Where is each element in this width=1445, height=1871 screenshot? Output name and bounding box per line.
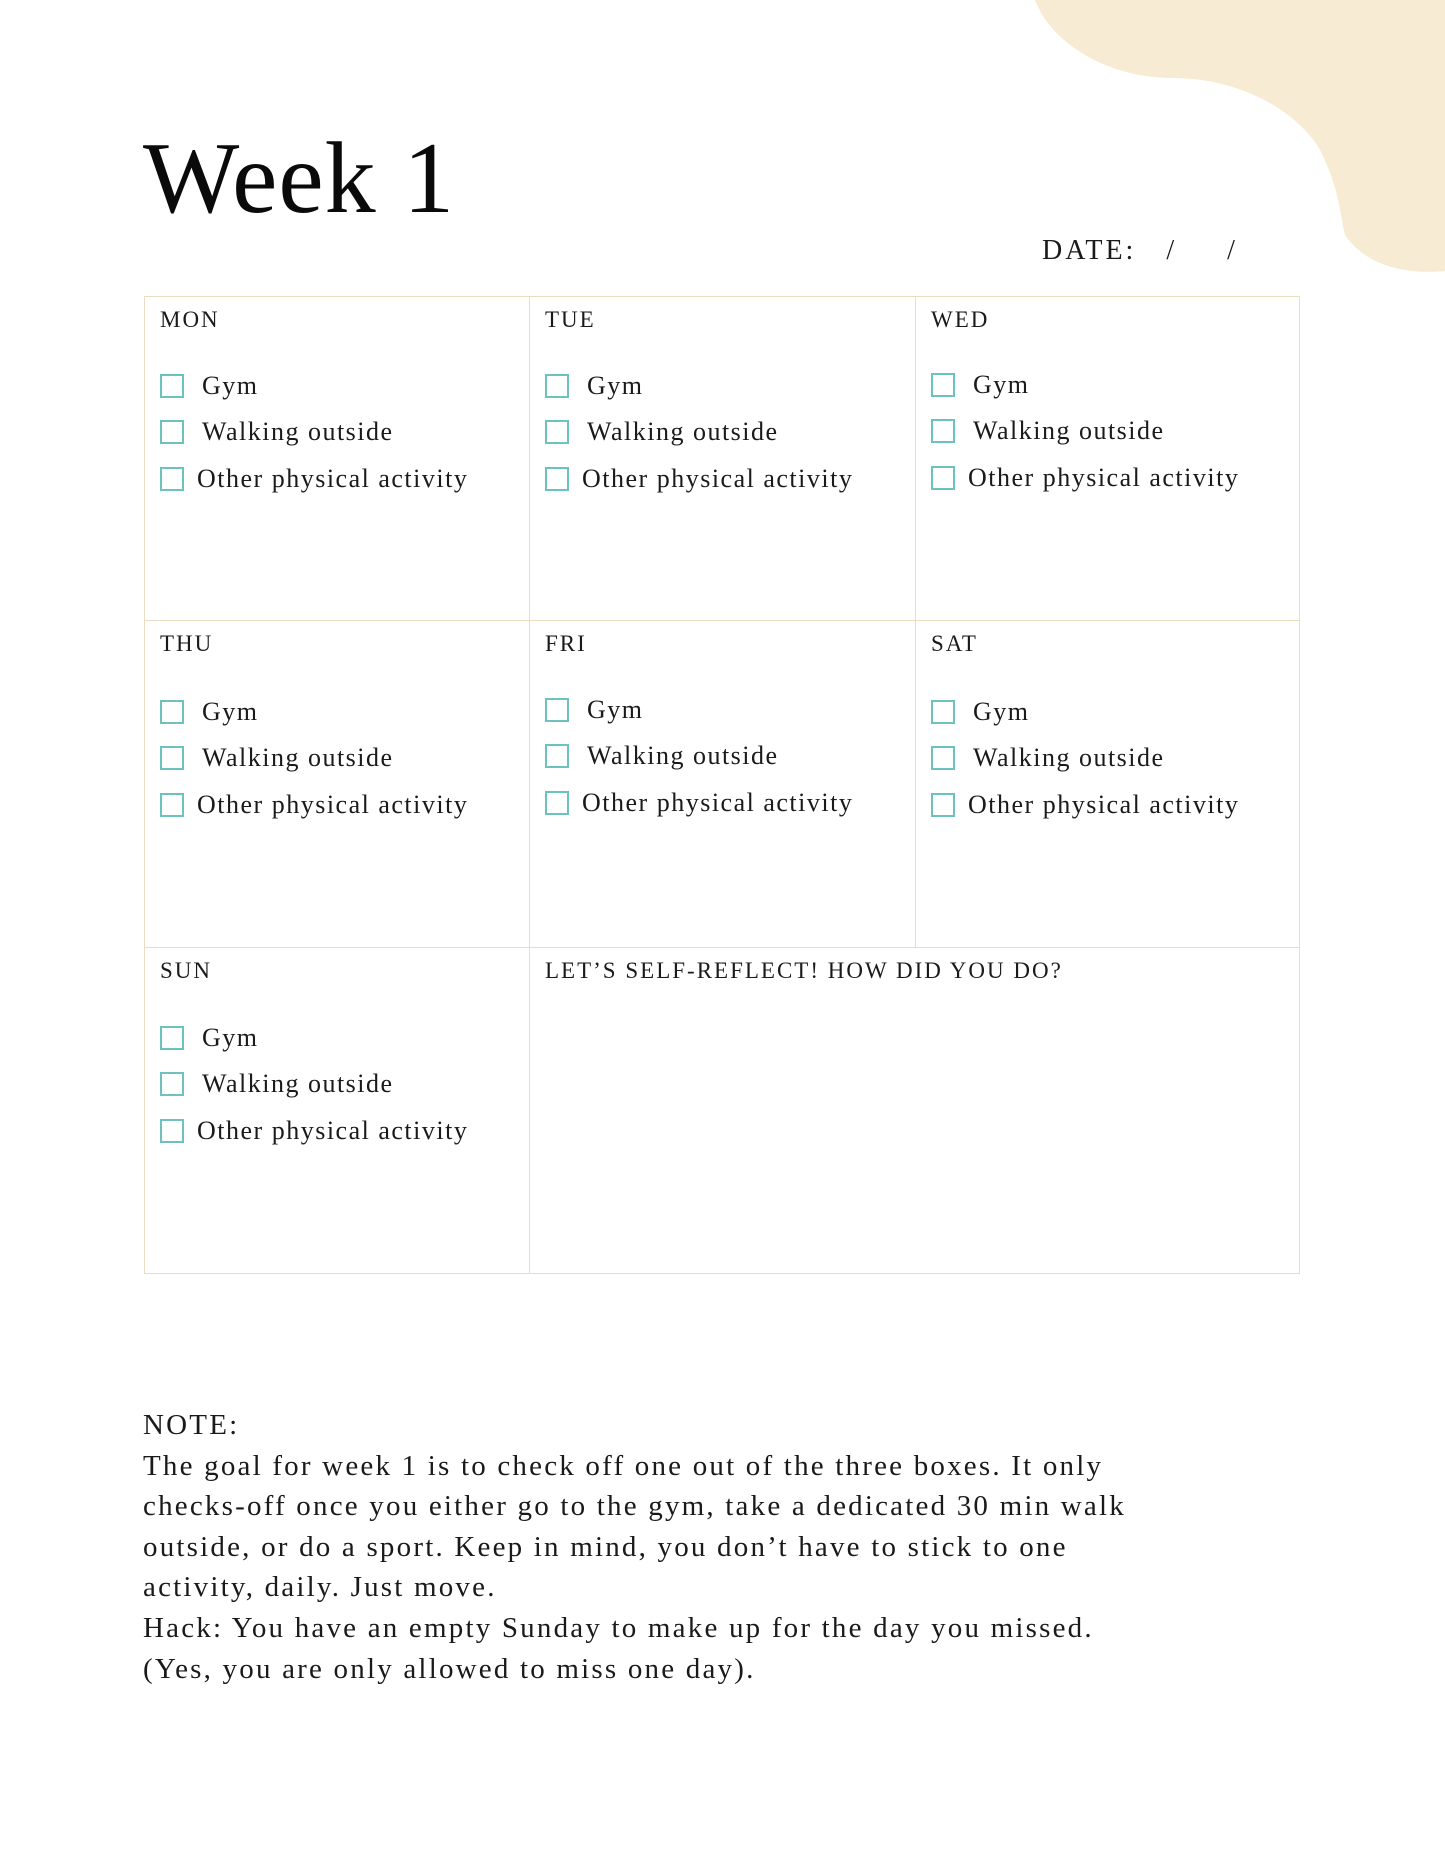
task-label: Other physical activity [197,1116,469,1145]
day-label: MON [160,307,220,332]
task-walking[interactable] [931,743,1165,773]
date-separators: / / [1166,235,1238,266]
checkbox[interactable] [545,698,569,722]
task-walking[interactable] [160,1069,394,1099]
task-gym[interactable] [545,695,644,725]
task-gym[interactable] [160,697,259,727]
task-label: Other physical activity [968,790,1240,819]
checkbox[interactable] [160,1119,184,1143]
checkbox[interactable] [931,746,955,770]
task-label: Other physical activity [582,464,854,493]
checkbox[interactable] [160,467,184,491]
task-label: Other physical activity [197,464,469,493]
checkbox[interactable] [545,744,569,768]
task-gym[interactable] [160,1023,259,1053]
task-label: Gym [587,371,644,400]
task-label: Walking outside [973,743,1165,772]
checkbox[interactable] [931,466,955,490]
checkbox[interactable] [931,700,955,724]
checkbox[interactable] [160,746,184,770]
checkbox[interactable] [545,467,569,491]
task-label: Walking outside [202,1069,394,1098]
day-label: THU [160,631,214,656]
checkbox[interactable] [931,419,955,443]
day-cell-wed [915,296,1300,621]
task-label: Gym [202,1023,259,1052]
checkbox[interactable] [160,700,184,724]
day-cell-tue [529,296,916,621]
note-section [143,1405,1303,1689]
checkbox[interactable] [545,791,569,815]
task-gym[interactable] [931,697,1030,727]
day-label: FRI [545,631,587,656]
task-label: Other physical activity [968,463,1240,492]
checkbox[interactable] [545,420,569,444]
day-cell-thu [144,620,530,948]
day-label: SUN [160,958,213,983]
checkbox[interactable] [160,793,184,817]
reflection-label: LET’S SELF-REFLECT! HOW DID YOU DO? [545,958,1063,983]
task-gym[interactable] [931,370,1030,400]
task-walking[interactable] [931,416,1165,446]
task-other[interactable] [931,463,1239,493]
task-other[interactable] [545,464,853,494]
task-label: Gym [202,697,259,726]
checkbox[interactable] [160,374,184,398]
task-label: Gym [202,371,259,400]
task-label: Gym [587,695,644,724]
task-other[interactable] [160,790,468,820]
note-line: Hack: You have an empty Sunday to make up for the day you missed. [143,1611,1094,1644]
task-other[interactable] [160,464,468,494]
reflection-cell[interactable] [529,947,1300,1274]
note-line: activity, daily. Just move. [143,1571,497,1604]
task-walking[interactable] [160,417,394,447]
checkbox[interactable] [160,1026,184,1050]
day-label: SAT [931,631,978,656]
task-other[interactable] [545,788,853,818]
day-label: WED [931,307,990,332]
note-line: outside, or do a sport. Keep in mind, you don’t have to stick to one [143,1530,1068,1563]
checkbox[interactable] [545,374,569,398]
task-label: Walking outside [973,416,1165,445]
day-label: TUE [545,307,596,332]
day-cell-mon [144,296,530,621]
checkbox[interactable] [931,793,955,817]
task-label: Gym [973,370,1030,399]
page-title: Week 1 [143,122,456,235]
note-line: checks-off once you either go to the gym, take a dedicated 30 min walk [143,1490,1126,1523]
task-gym[interactable] [545,371,644,401]
task-label: Gym [973,697,1030,726]
checkbox[interactable] [931,373,955,397]
task-label: Walking outside [587,417,779,446]
note-line: (Yes, you are only allowed to miss one day). [143,1652,756,1685]
task-walking[interactable] [545,741,779,771]
date-label: DATE: [1042,235,1137,266]
task-gym[interactable] [160,371,259,401]
note-line: The goal for week 1 is to check off one out of the three boxes. It only [143,1449,1104,1482]
task-label: Walking outside [202,743,394,772]
task-other[interactable] [931,790,1239,820]
task-label: Other physical activity [582,788,854,817]
day-cell-sat [915,620,1300,948]
checkbox[interactable] [160,1072,184,1096]
task-walking[interactable] [160,743,394,773]
task-walking[interactable] [545,417,779,447]
task-label: Other physical activity [197,790,469,819]
week-grid [144,296,1299,1274]
checkbox[interactable] [160,420,184,444]
note-heading: NOTE: [143,1409,240,1441]
task-label: Walking outside [202,417,394,446]
day-cell-sun [144,947,530,1274]
task-other[interactable] [160,1116,468,1146]
date-field[interactable] [1022,203,1238,267]
task-label: Walking outside [587,741,779,770]
day-cell-fri [529,620,916,948]
